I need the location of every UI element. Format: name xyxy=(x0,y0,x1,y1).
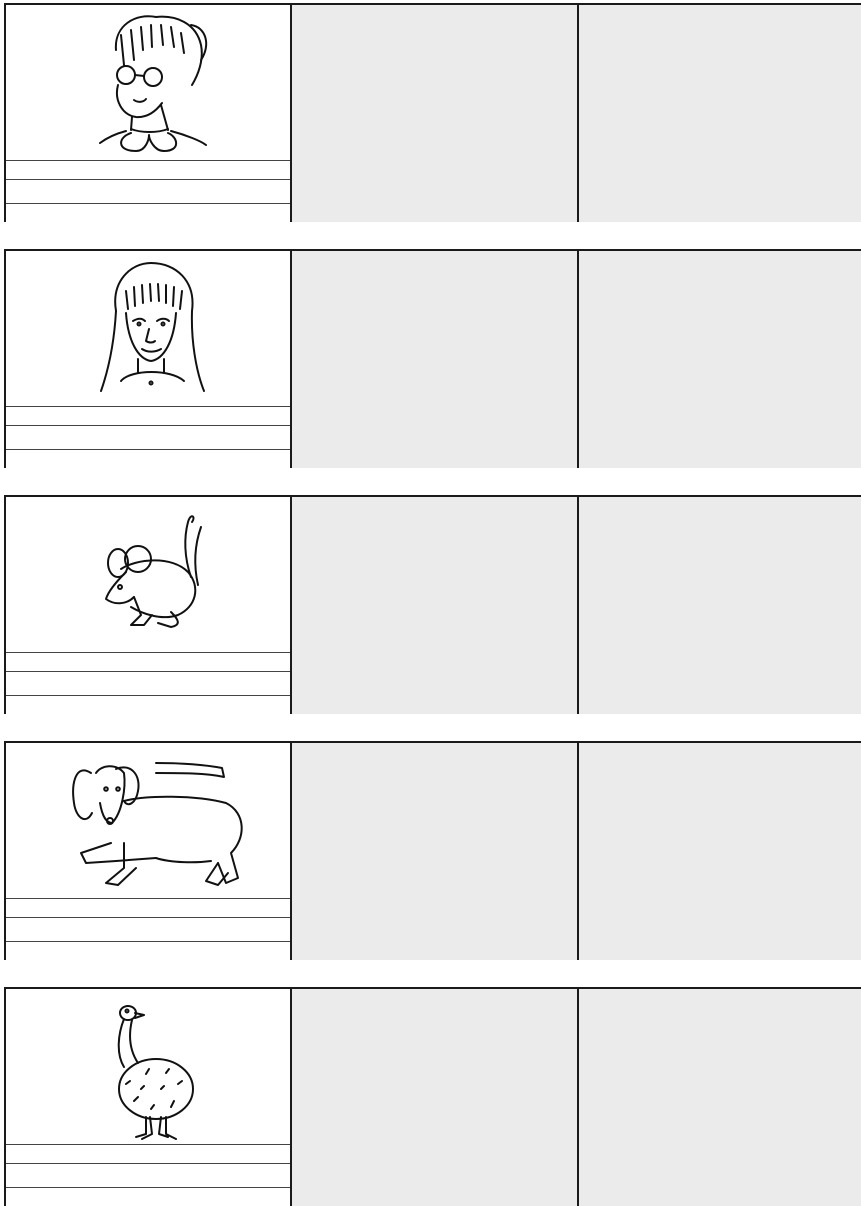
writing-box[interactable] xyxy=(579,743,861,960)
picture-frame xyxy=(4,5,292,222)
answer-line[interactable] xyxy=(6,449,290,450)
picture-frame xyxy=(4,251,292,468)
answer-line[interactable] xyxy=(6,917,290,918)
woman-with-glasses-icon xyxy=(6,5,290,159)
answer-line[interactable] xyxy=(6,425,290,426)
answer-line[interactable] xyxy=(6,160,290,161)
answer-lines xyxy=(6,406,290,468)
answer-lines xyxy=(6,652,290,714)
writing-box[interactable] xyxy=(292,743,579,960)
answer-lines xyxy=(6,1144,290,1206)
worksheet-card xyxy=(4,987,861,1206)
mouse-icon xyxy=(6,497,290,651)
picture-frame xyxy=(4,989,292,1206)
answer-line[interactable] xyxy=(6,406,290,407)
picture-frame xyxy=(4,743,292,960)
writing-box[interactable] xyxy=(579,5,861,222)
girl-icon xyxy=(6,251,290,405)
dachshund-dog-icon xyxy=(6,743,290,897)
writing-box[interactable] xyxy=(579,251,861,468)
answer-line[interactable] xyxy=(6,941,290,942)
writing-box[interactable] xyxy=(579,497,861,714)
writing-box[interactable] xyxy=(292,251,579,468)
worksheet-card xyxy=(4,249,861,468)
ostrich-icon xyxy=(6,989,290,1143)
answer-line[interactable] xyxy=(6,652,290,653)
worksheet-card xyxy=(4,3,861,222)
writing-box[interactable] xyxy=(292,497,579,714)
answer-line[interactable] xyxy=(6,898,290,899)
answer-lines xyxy=(6,898,290,960)
answer-line[interactable] xyxy=(6,203,290,204)
worksheet-card xyxy=(4,495,861,714)
worksheet-card xyxy=(4,741,861,960)
answer-line[interactable] xyxy=(6,1163,290,1164)
writing-box[interactable] xyxy=(292,5,579,222)
answer-lines xyxy=(6,160,290,222)
answer-line[interactable] xyxy=(6,671,290,672)
answer-line[interactable] xyxy=(6,179,290,180)
answer-line[interactable] xyxy=(6,695,290,696)
answer-line[interactable] xyxy=(6,1144,290,1145)
picture-frame xyxy=(4,497,292,714)
writing-box[interactable] xyxy=(579,989,861,1206)
answer-line[interactable] xyxy=(6,1187,290,1188)
writing-box[interactable] xyxy=(292,989,579,1206)
